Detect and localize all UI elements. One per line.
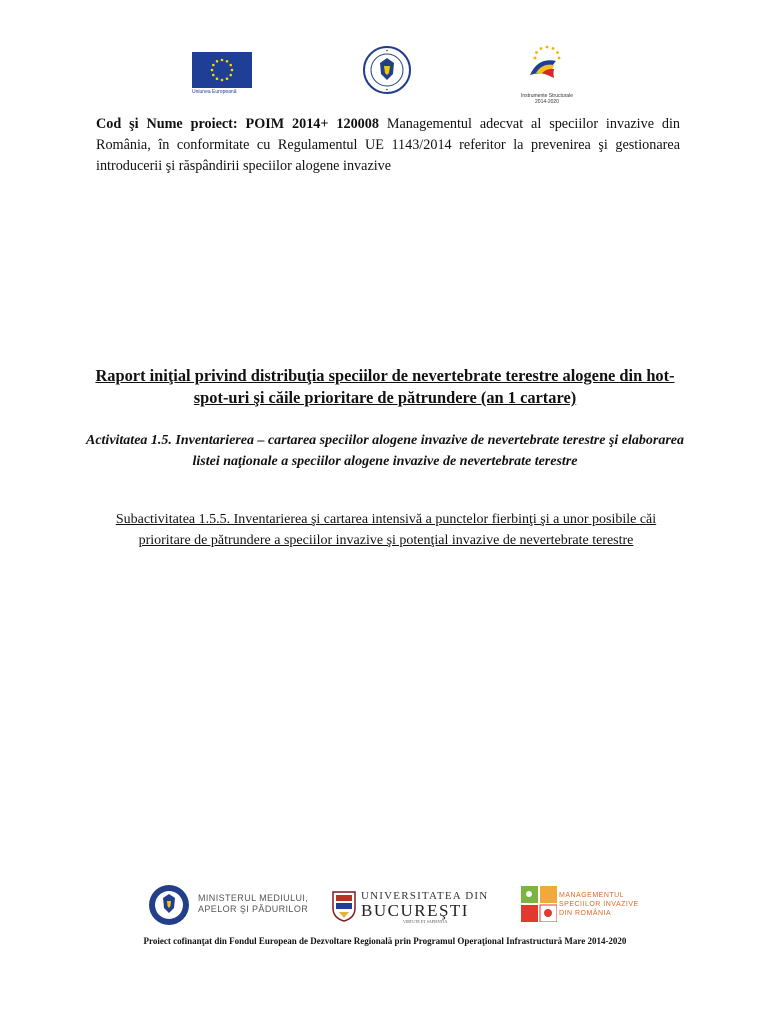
species-collage-icon bbox=[521, 886, 557, 922]
project-description: Managementul adecvat al speciilor invazive din România, în conformitate cu Regulamentul UE 1143/2014 referitor la prevenirea şi gestionarea introducerii şi răspândirii speciilor alogene invazive bbox=[96, 116, 681, 174]
ministry-line2: APELOR ŞI PĂDURILOR bbox=[198, 904, 309, 914]
ministry-seal-icon bbox=[148, 884, 190, 926]
university-motto: VIRTUTE ET SAPIENTIA bbox=[403, 919, 448, 924]
university-line1: UNIVERSITATEA DIN bbox=[361, 890, 489, 902]
subactivity-heading: Subactivitatea 1.5.5. Inventarierea şi cartarea intensivă a punctelor fierbinţi şi a unor posibile căi prioritare de pătrundere a speciilor invazive şi potenţial invazive de nevertebrate terestre bbox=[115, 512, 657, 548]
university-crest-icon bbox=[331, 888, 357, 922]
ministry-line1: MINISTERUL MEDIULUI, bbox=[198, 893, 309, 903]
management-line1: MANAGEMENTUL bbox=[559, 892, 625, 899]
project-code-paragraph bbox=[96, 114, 680, 177]
report-title: Raport iniţial privind distribuţia speciilor de nevertebrate terestre alogene din hot-spot-uri şi căile prioritare de pătrundere (an 1 cartare) bbox=[95, 366, 675, 407]
management-line2: SPECIILOR INVAZIVE bbox=[559, 901, 639, 908]
eu-flag-icon bbox=[192, 52, 252, 88]
ministry-name bbox=[198, 893, 308, 915]
government-seal-logo bbox=[363, 46, 411, 94]
project-code-label: Cod şi Nume proiect: POIM 2014+ 120008 bbox=[96, 116, 379, 132]
ministry-logo bbox=[148, 884, 308, 926]
eu-logo bbox=[192, 52, 252, 96]
university-logo bbox=[331, 888, 489, 924]
management-line3: DIN ROMÂNIA bbox=[559, 910, 612, 917]
eu-caption: Uniunea Europeană bbox=[192, 89, 237, 95]
fs-caption-line2: 2014-2020 bbox=[535, 99, 559, 105]
invasive-species-management-logo bbox=[521, 886, 639, 926]
university-line2: BUCUREŞTI bbox=[361, 901, 469, 920]
structural-instruments-caption bbox=[516, 93, 578, 105]
management-name bbox=[559, 891, 639, 918]
fs-caption-line1: Instrumente Structurale bbox=[521, 93, 573, 99]
structural-instruments-logo bbox=[516, 43, 578, 103]
activity-heading: Activitatea 1.5. Inventarierea – cartarea speciilor alogene invazive de nevertebrate terestre şi elaborarea listei naţionale a speciilor alogene invazive de nevertebrate terestre bbox=[85, 433, 684, 469]
cofinancing-note: Proiect cofinanţat din Fondul European de Dezvoltare Regională prin Programul Operaţional Infrastructură Mare 2014-2020 bbox=[143, 936, 627, 946]
